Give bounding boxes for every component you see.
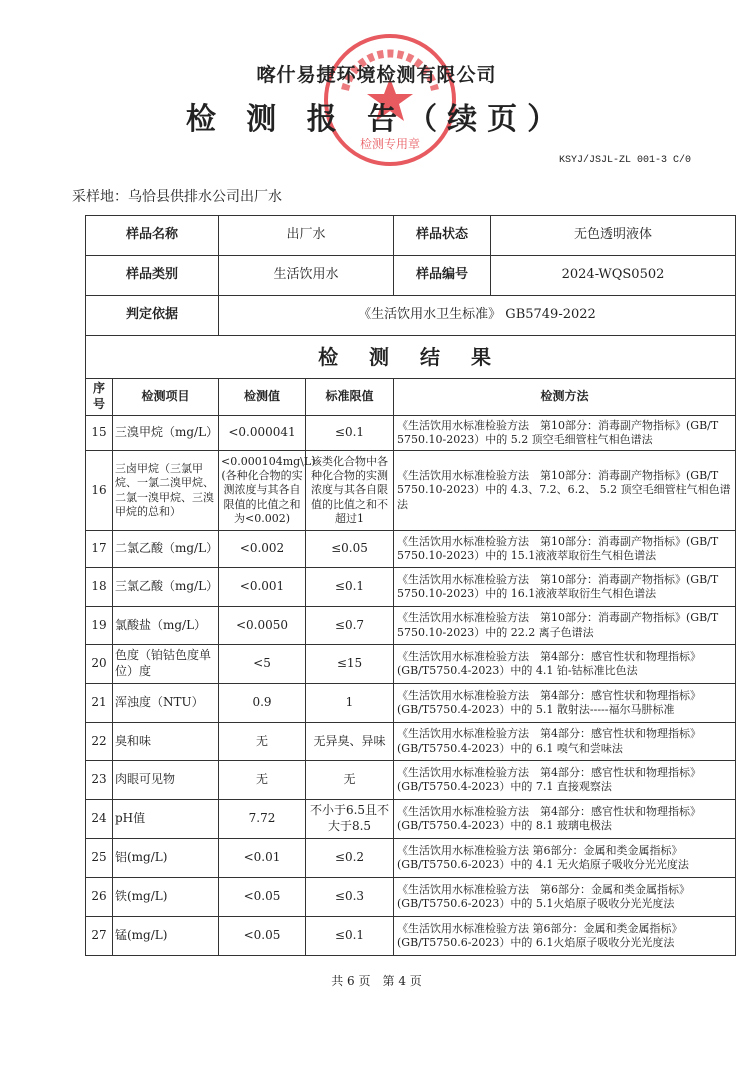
row-number: 20: [86, 645, 113, 684]
standard-limit: ≤0.1: [306, 917, 394, 956]
row-number: 24: [86, 800, 113, 839]
report-title: 检 测 报 告（续页）: [185, 102, 568, 137]
test-item: 锰(mg/L): [113, 917, 219, 956]
test-value: <0.000104mg\L）(各种化合物的实测浓度与其各自限值的比值之和为<0.002): [219, 451, 306, 531]
label: 样品编号: [394, 256, 491, 296]
test-item: 色度（铂钴色度单位）度: [113, 645, 219, 684]
table-row: [86, 684, 736, 723]
test-method: 《生活饮用水标准检验方法 第6部分：金属和类金属指标》(GB/T5750.6-2023）中的 4.1 无火焰原子吸收分光光度法: [394, 839, 736, 878]
company-name: 喀什易捷环境检测有限公司: [256, 64, 497, 86]
test-item: 铝(mg/L): [113, 839, 219, 878]
sample-name: 出厂水: [219, 216, 394, 256]
test-value: <0.001: [219, 568, 306, 607]
judgment-basis: 《生活饮用水卫生标准》 GB5749-2022: [219, 296, 736, 336]
test-item: pH值: [113, 800, 219, 839]
test-item: 氯酸盐（mg/L）: [113, 607, 219, 645]
sample-info-table: [85, 215, 736, 336]
standard-limit: 该类化合物中各种化合物的实测浓度与其各自限值的比值之和不超过1: [306, 451, 394, 531]
test-method: 《生活饮用水标准检验方法 第4部分：感官性状和物理指标》(GB/T5750.4-2023）中的 8.1 玻璃电极法: [394, 800, 736, 839]
test-value: <0.01: [219, 839, 306, 878]
table-row: [86, 761, 736, 800]
test-method: 《生活饮用水标准检验方法 第10部分：消毒副产物指标》(GB/T 5750.10-2023）中的 16.1液液萃取衍生气相色谱法: [394, 568, 736, 607]
svg-text:检测专用章: 检测专用章: [359, 137, 421, 151]
document-number: KSYJ/JSJL-ZL 001-3 C/0: [558, 155, 691, 166]
sampling-site: 采样地：乌恰县供排水公司出厂水: [72, 189, 282, 205]
standard-limit: ≤0.1: [306, 416, 394, 451]
test-method: 《生活饮用水标准检验方法 第4部分：感官性状和物理指标》(GB/T5750.4-2023）中的 7.1 直接观察法: [394, 761, 736, 800]
test-method: 《生活饮用水标准检验方法 第10部分：消毒副产物指标》(GB/T 5750.10-2023）中的 5.2 顶空毛细管柱气相色谱法: [394, 416, 736, 451]
test-method: 《生活饮用水标准检验方法 第6部分：金属和类金属指标》(GB/T5750.6-2023）中的 5.1火焰原子吸收分光光度法: [394, 878, 736, 917]
standard-limit: ≤0.1: [306, 568, 394, 607]
label: 样品名称: [86, 216, 219, 256]
row-number: 27: [86, 917, 113, 956]
table-row: [86, 917, 736, 956]
header-no: 序号: [86, 379, 113, 416]
row-number: 16: [86, 451, 113, 531]
row-number: 17: [86, 531, 113, 568]
standard-limit: 无: [306, 761, 394, 800]
table-row: [86, 645, 736, 684]
standard-limit: 无异臭、异味: [306, 723, 394, 761]
row-number: 19: [86, 607, 113, 645]
results-table: [85, 335, 736, 956]
test-method: 《生活饮用水标准检验方法 第10部分：消毒副产物指标》(GB/T 5750.10-2023）中的 15.1液液萃取衍生气相色谱法: [394, 531, 736, 568]
table-row: [86, 607, 736, 645]
test-method: 《生活饮用水标准检验方法 第6部分：金属和类金属指标》(GB/T5750.6-2023）中的 6.1火焰原子吸收分光光度法: [394, 917, 736, 956]
sample-state: 无色透明液体: [491, 216, 736, 256]
table-row: [86, 800, 736, 839]
test-item: 铁(mg/L): [113, 878, 219, 917]
standard-limit: ≤0.7: [306, 607, 394, 645]
test-value: <0.002: [219, 531, 306, 568]
table-row: [86, 531, 736, 568]
sample-type: 生活饮用水: [219, 256, 394, 296]
standard-limit: 1: [306, 684, 394, 723]
row-number: 21: [86, 684, 113, 723]
label: 样品类别: [86, 256, 219, 296]
test-value: <0.000041: [219, 416, 306, 451]
test-method: 《生活饮用水标准检验方法 第10部分：消毒副产物指标》(GB/T 5750.10-2023）中的 4.3、7.2、6.2、 5.2 顶空毛细管柱气相色谱法: [394, 451, 736, 531]
row-number: 26: [86, 878, 113, 917]
standard-limit: ≤0.05: [306, 531, 394, 568]
test-value: 无: [219, 761, 306, 800]
row-number: 15: [86, 416, 113, 451]
test-method: 《生活饮用水标准检验方法 第4部分：感官性状和物理指标》(GB/T5750.4-2023）中的 6.1 嗅气和尝味法: [394, 723, 736, 761]
sample-number: 2024-WQS0502: [491, 256, 736, 296]
table-row: [86, 723, 736, 761]
row-number: 22: [86, 723, 113, 761]
test-item: 浑浊度（NTU）: [113, 684, 219, 723]
standard-limit: ≤0.2: [306, 839, 394, 878]
test-value: 7.72: [219, 800, 306, 839]
results-title: 检 测 结 果: [86, 336, 736, 379]
table-row: [86, 451, 736, 531]
test-value: 0.9: [219, 684, 306, 723]
header-value: 检测值: [219, 379, 306, 416]
table-row: [86, 878, 736, 917]
test-item: 二氯乙酸（mg/L）: [113, 531, 219, 568]
table-row: [86, 416, 736, 451]
test-value: <0.0050: [219, 607, 306, 645]
test-value: <0.05: [219, 917, 306, 956]
row-number: 18: [86, 568, 113, 607]
test-method: 《生活饮用水标准检验方法 第10部分：消毒副产物指标》(GB/T 5750.10-2023）中的 22.2 离子色谱法: [394, 607, 736, 645]
table-row: [86, 568, 736, 607]
standard-limit: 不小于6.5且不大于8.5: [306, 800, 394, 839]
test-item: 臭和味: [113, 723, 219, 761]
test-value: 无: [219, 723, 306, 761]
row-number: 25: [86, 839, 113, 878]
test-method: 《生活饮用水标准检验方法 第4部分：感官性状和物理指标》(GB/T5750.4-2023）中的 4.1 铂-钴标准比色法: [394, 645, 736, 684]
standard-limit: ≤15: [306, 645, 394, 684]
header-limit: 标准限值: [306, 379, 394, 416]
test-item: 三卤甲烷（三氯甲烷、一氯二溴甲烷、二氯一溴甲烷、三溴甲烷的总和）: [113, 451, 219, 531]
table-row: [86, 839, 736, 878]
test-item: 三氯乙酸（mg/L）: [113, 568, 219, 607]
test-item: 三溴甲烷（mg/L）: [113, 416, 219, 451]
test-value: <5: [219, 645, 306, 684]
label: 判定依据: [86, 296, 219, 336]
row-number: 23: [86, 761, 113, 800]
label: 样品状态: [394, 216, 491, 256]
test-value: <0.05: [219, 878, 306, 917]
test-item: 肉眼可见物: [113, 761, 219, 800]
header-item: 检测项目: [113, 379, 219, 416]
header-method: 检测方法: [394, 379, 736, 416]
page-footer: 共 6 页 第 4 页: [331, 974, 422, 988]
test-method: 《生活饮用水标准检验方法 第4部分：感官性状和物理指标》(GB/T5750.4-2023）中的 5.1 散射法-----福尔马肼标准: [394, 684, 736, 723]
standard-limit: ≤0.3: [306, 878, 394, 917]
